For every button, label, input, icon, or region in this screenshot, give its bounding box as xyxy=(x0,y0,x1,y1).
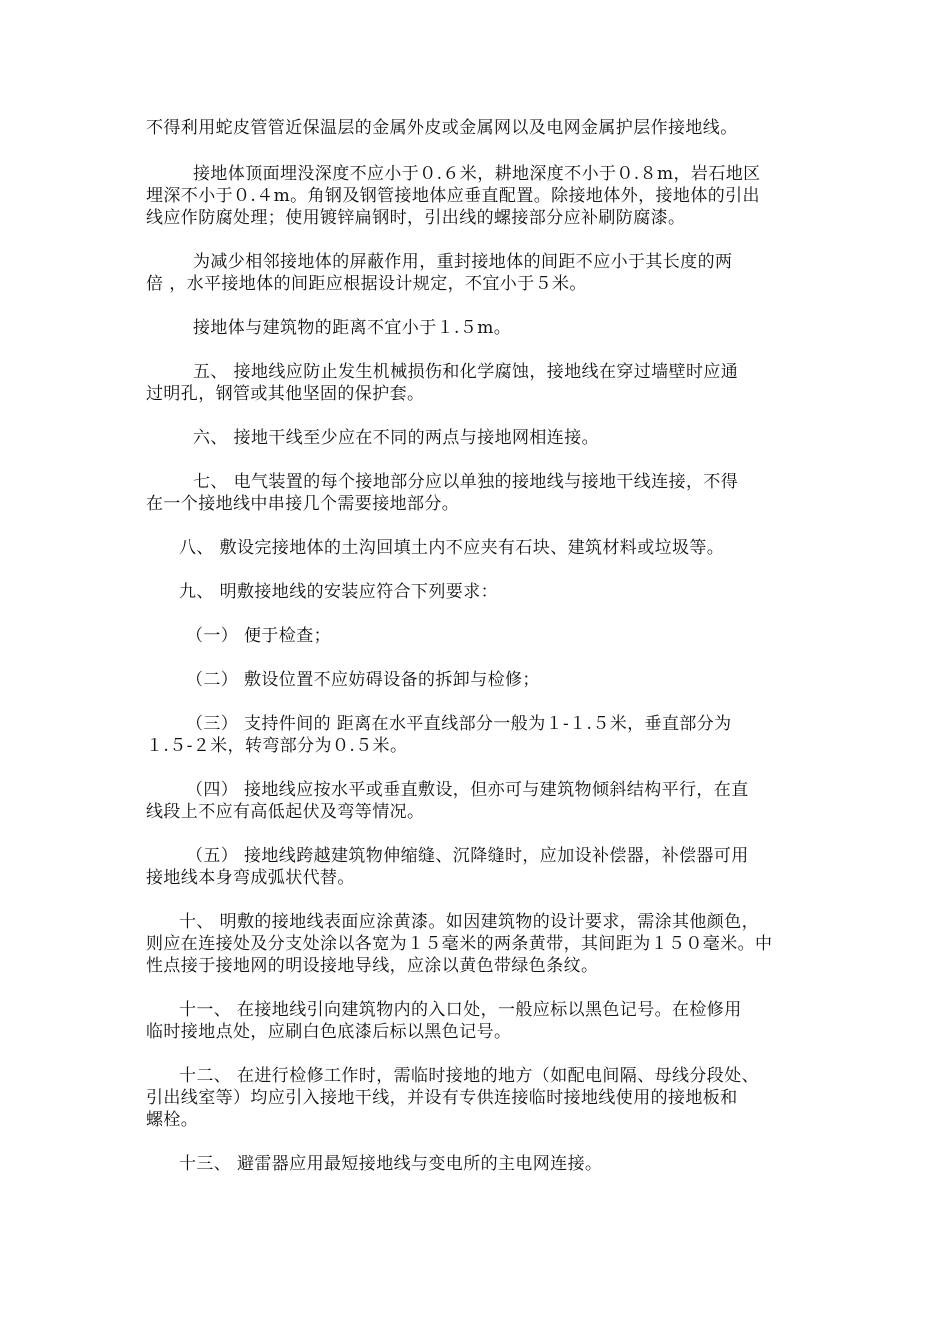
text-line: 接地体顶面埋没深度不应小于０.６米，耕地深度不小于０.８m，岩石地区 xyxy=(193,164,761,184)
text-line: 八、 敷设完接地体的土沟回填土内不应夹有石块、建筑材料或垃圾等。 xyxy=(179,538,725,558)
text-line: 不得利用蛇皮管管近保温层的金属外皮或金属网以及电网金属护层作接地线。 xyxy=(146,118,738,138)
text-line: 螺栓。 xyxy=(146,1110,199,1130)
text-line: 六、 接地干线至少应在不同的两点与接地网相连接。 xyxy=(193,428,600,448)
text-line: 十二、 在进行检修工作时，需临时接地的地方（如配电间隔、母线分段处、 xyxy=(179,1066,760,1086)
text-line: 倍 ，水平接地体的间距应根据设计规定，不宜小于５米。 xyxy=(146,274,587,294)
text-line: 七、 电气装置的每个接地部分应以单独的接地线与接地干线连接，不得 xyxy=(193,472,739,492)
text-line: 临时接地点处，应刷白色底漆后标以黑色记号。 xyxy=(146,1022,512,1042)
text-line: 九、 明敷接地线的安装应符合下列要求： xyxy=(179,582,499,602)
text-line: １.５-２米，转弯部分为０.５米。 xyxy=(146,736,408,756)
text-line: 埋深不小于０.４m。角钢及钢管接地体应垂直配置。除接地体外，接地体的引出 xyxy=(146,186,760,206)
text-line: 则应在连接处及分支处涂以各宽为１５毫米的两条黄带，其间距为１５０毫米。中 xyxy=(146,934,773,954)
text-line: （三） 支持件间的 距离在水平直线部分一般为１-１.５米，垂直部分为 xyxy=(186,714,732,734)
text-line: 线段上不应有高低起伏及弯等情况。 xyxy=(146,802,425,822)
text-line: 在一个接地线中串接几个需要接地部分。 xyxy=(146,494,460,514)
text-line: 十、 明敷的接地线表面应涂黄漆。如因建筑物的设计要求，需涂其他颜色， xyxy=(179,912,760,932)
text-line: 性点接于接地网的明设接地导线，应涂以黄色带绿色条纹。 xyxy=(146,956,599,976)
text-line: 过明孔，钢管或其他坚固的保护套。 xyxy=(146,384,425,404)
text-line: 为减少相邻接地体的屏蔽作用，重封接地体的间距不应小于其长度的两 xyxy=(193,252,733,272)
text-line: 引出线室等）均应引入接地干线，并设有专供连接临时接地线使用的接地板和 xyxy=(146,1088,738,1108)
text-line: （四） 接地线应按水平或垂直敷设，但亦可与建筑物倾斜结构平行，在直 xyxy=(186,780,749,800)
text-line: 接地体与建筑物的距离不宜小于１.５m。 xyxy=(193,318,512,338)
text-line: （一） 便于检查； xyxy=(186,626,332,646)
text-line: 五、 接地线应防止发生机械损伤和化学腐蚀，接地线在穿过墙壁时应通 xyxy=(193,362,739,382)
text-line: 接地线本身弯成弧状代替。 xyxy=(146,868,355,888)
text-line: 十一、 在接地线引向建筑物内的入口处，一般应标以黑色记号。在检修用 xyxy=(179,1000,742,1020)
text-line: （二） 敷设位置不应妨碍设备的拆卸与检修； xyxy=(186,670,540,690)
text-line: 线应作防腐处理；使用镀锌扁钢时，引出线的螺接部分应补刷防腐漆。 xyxy=(146,208,686,228)
text-line: （五） 接地线跨越建筑物伸缩缝、沉降缝时，应加设补偿器，补偿器可用 xyxy=(186,846,749,866)
text-line: 十三、 避雷器应用最短接地线与变电所的主电网连接。 xyxy=(179,1154,603,1174)
